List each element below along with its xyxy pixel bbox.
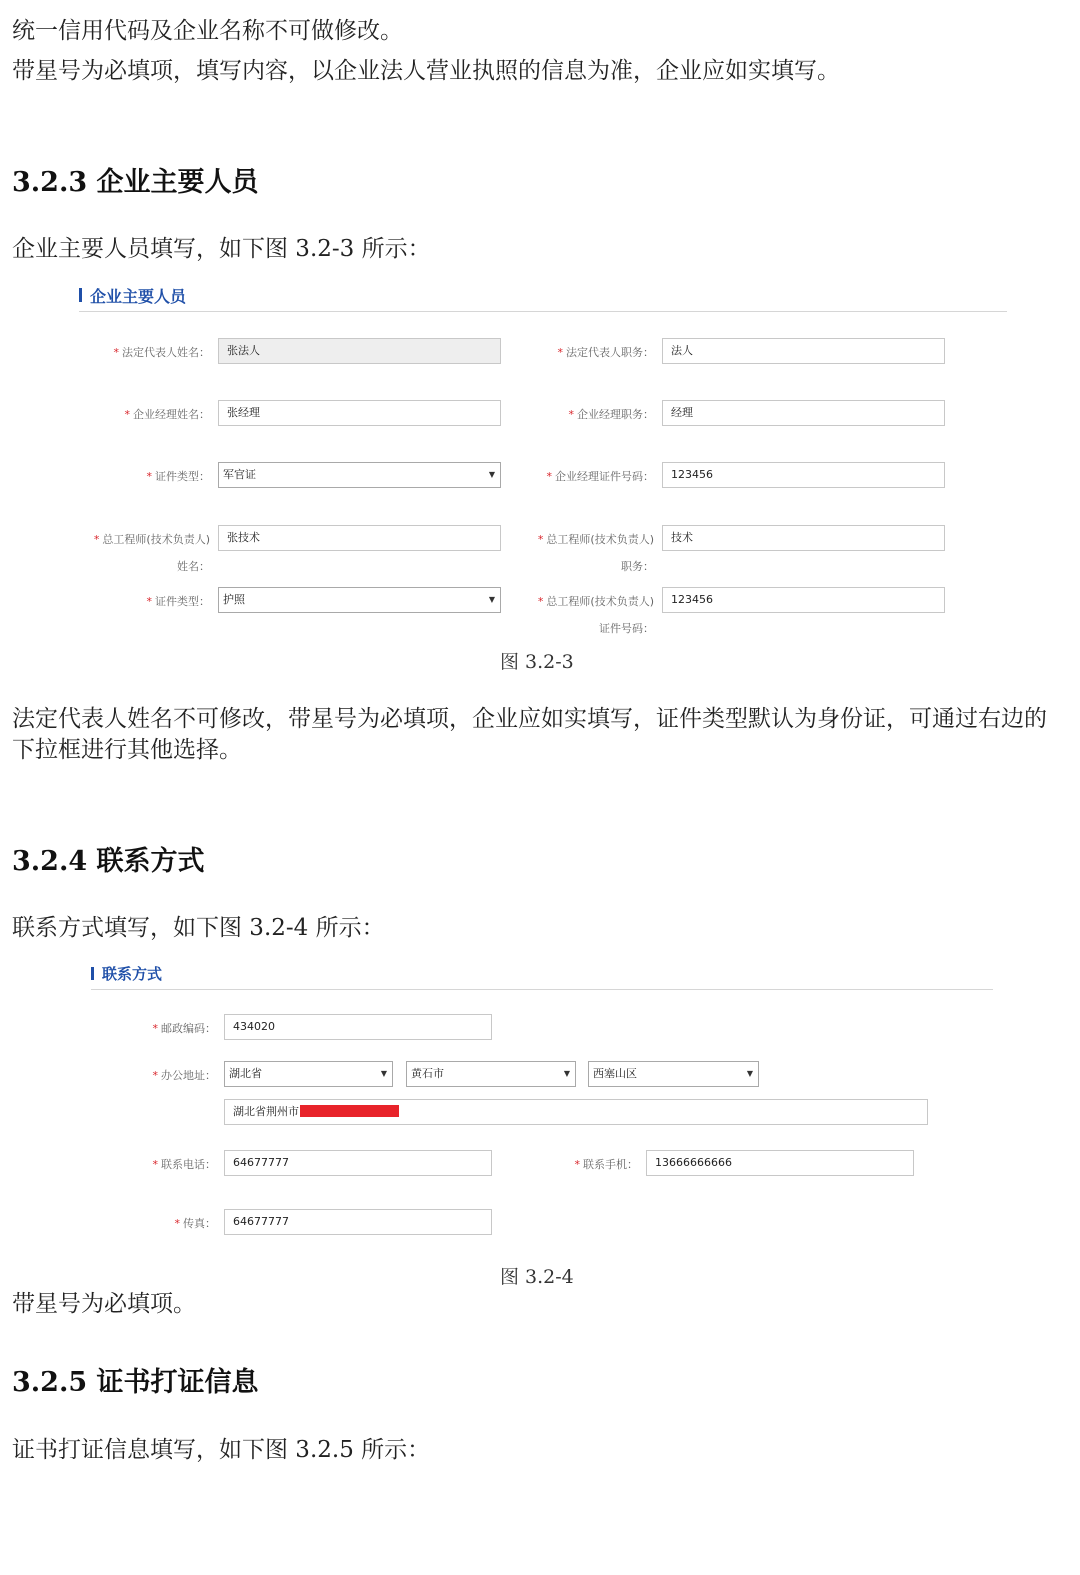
- manager-name-input[interactable]: 张经理: [218, 400, 501, 426]
- chief-engineer-id-no-input[interactable]: 123456: [662, 587, 945, 613]
- caption-3-2-4: 图 3.2-4: [500, 1266, 574, 1288]
- mobile-label: * 联系手机：: [574, 1158, 638, 1171]
- chief-engineer-title-label-sub: 职务：: [621, 560, 654, 573]
- province-value: 湖北省: [229, 1067, 262, 1080]
- legal-rep-title-input[interactable]: 法人: [662, 338, 945, 364]
- legal-rep-name-label: * 法定代表人姓名：: [113, 346, 210, 359]
- fax-input[interactable]: 64677777: [224, 1209, 492, 1235]
- postcode-input[interactable]: 434020: [224, 1014, 492, 1040]
- chief-engineer-title-label: * 总工程师(技术负责人): [537, 533, 654, 546]
- chief-engineer-id-no-label-sub: 证件号码：: [599, 622, 654, 635]
- mobile-input[interactable]: 13666666666: [646, 1150, 914, 1176]
- chief-engineer-name-label: * 总工程师(技术负责人): [93, 533, 210, 546]
- caption-3-2-3: 图 3.2-3: [500, 651, 574, 673]
- id-type-2-value: 护照: [223, 593, 245, 606]
- province-select[interactable]: [224, 1061, 393, 1087]
- district-value: 西塞山区: [593, 1067, 637, 1080]
- legal-rep-name-input: 张法人: [218, 338, 501, 364]
- divider: [79, 311, 1007, 312]
- chief-engineer-id-no-label: * 总工程师(技术负责人): [537, 595, 654, 608]
- phone-input[interactable]: 64677777: [224, 1150, 492, 1176]
- redaction-mark: [300, 1105, 399, 1117]
- section-324-intro: 联系方式填写，如下图 3.2-4 所示：: [12, 915, 385, 941]
- heading-3-2-5: 3.2.5 证书打证信息: [12, 1367, 259, 1398]
- manager-name-label: * 企业经理姓名：: [124, 408, 210, 421]
- city-select[interactable]: [406, 1061, 576, 1087]
- form-title-contact: 联系方式: [102, 965, 163, 983]
- section-325-intro: 证书打证信息填写，如下图 3.2.5 所示：: [12, 1437, 431, 1463]
- section-323-note: 法定代表人姓名不可修改，带星号为必填项，企业应如实填写，证件类型默认为身份证，可通过右边的下拉框进行其他选择。: [12, 706, 1047, 763]
- id-type-2-select[interactable]: [218, 587, 501, 613]
- intro-line-2: 带星号为必填项，填写内容，以企业法人营业执照的信息为准，企业应如实填写。: [12, 58, 840, 84]
- city-value: 黄石市: [411, 1067, 444, 1080]
- dropdown-arrow-icon: ▼: [746, 1069, 753, 1078]
- manager-id-no-input[interactable]: 123456: [662, 462, 945, 488]
- section-324-note: 带星号为必填项。: [12, 1291, 196, 1317]
- district-select[interactable]: [588, 1061, 759, 1087]
- heading-3-2-3: 3.2.3 企业主要人员: [12, 167, 259, 198]
- section-title-bar: [79, 288, 82, 302]
- dropdown-arrow-icon: ▼: [563, 1069, 570, 1078]
- id-type-1-value: 军官证: [223, 468, 256, 481]
- fax-label: * 传真：: [174, 1217, 216, 1230]
- phone-label: * 联系电话：: [152, 1158, 216, 1171]
- dropdown-arrow-icon: ▼: [488, 595, 495, 604]
- postcode-label: * 邮政编码：: [152, 1022, 216, 1035]
- address-detail-value: 湖北省荆州市: [233, 1105, 299, 1118]
- form-title-main-staff: 企业主要人员: [90, 287, 187, 306]
- manager-title-input[interactable]: 经理: [662, 400, 945, 426]
- chief-engineer-name-label-sub: 姓名：: [177, 560, 210, 573]
- id-type-1-label: * 证件类型：: [146, 470, 210, 483]
- divider: [91, 989, 993, 990]
- manager-id-no-label: * 企业经理证件号码：: [546, 470, 654, 483]
- manager-title-label: * 企业经理职务：: [568, 408, 654, 421]
- section-title-bar: [91, 967, 94, 980]
- dropdown-arrow-icon: ▼: [380, 1069, 387, 1078]
- intro-line-1: 统一信用代码及企业名称不可做修改。: [12, 18, 403, 44]
- office-address-label: * 办公地址：: [152, 1069, 216, 1082]
- section-323-intro: 企业主要人员填写，如下图 3.2-3 所示：: [12, 236, 431, 262]
- id-type-2-label: * 证件类型：: [146, 595, 210, 608]
- heading-3-2-4: 3.2.4 联系方式: [12, 846, 205, 877]
- chief-engineer-title-input[interactable]: 技术: [662, 525, 945, 551]
- dropdown-arrow-icon: ▼: [488, 470, 495, 479]
- chief-engineer-name-input[interactable]: 张技术: [218, 525, 501, 551]
- id-type-1-select[interactable]: [218, 462, 501, 488]
- legal-rep-title-label: * 法定代表人职务：: [557, 346, 654, 359]
